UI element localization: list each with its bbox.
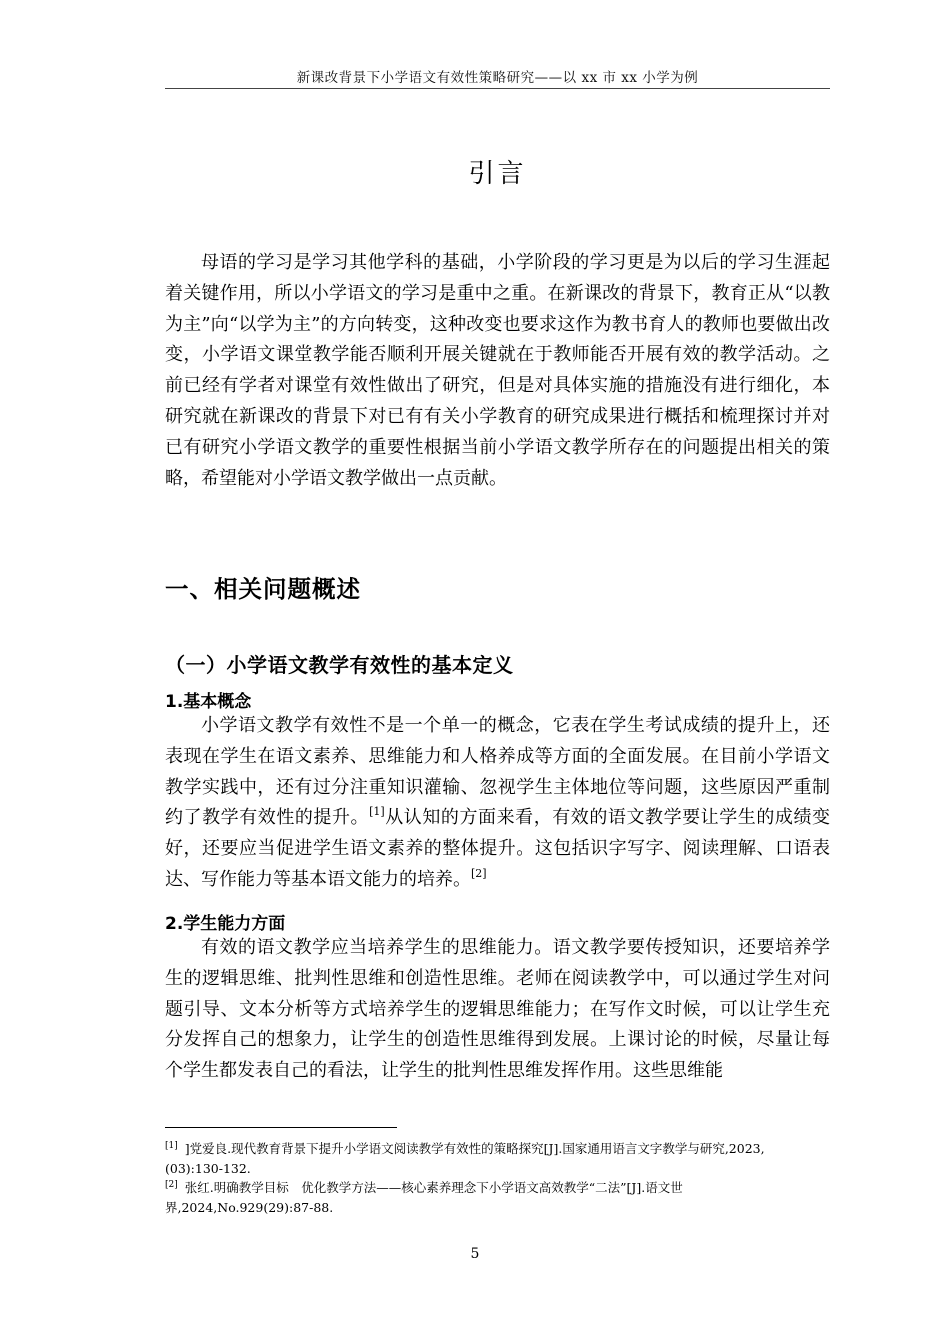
footnote-1-text: ]党爱良.现代教育背景下提升小学语文阅读教学有效性的策略探究[J].国家通用语言文字教学与研究,2023,(03):130-132. (165, 1141, 765, 1176)
footnote-1 (165, 1137, 805, 1178)
running-header: 新课改背景下小学语文有效性策略研究——以 xx 市 xx 小学为例 (296, 70, 699, 86)
subsection-heading: （一）小学语文教学有效性的基本定义 (165, 653, 514, 677)
intro-paragraph: 母语的学习是学习其他学科的基础，小学阶段的学习更是为以后的学习生涯起着关键作用，所以小学语文的学习是重中之重。在新课改的背景下，教育正从“以教为主”向“以学为主”的方向转变，这种改变也要求这作为教书育人的教师也要做出改变，小学语文课堂教学能否顺利开展关键就在于教师能否开展有效的教学活动。之前已经有学者对课堂有效性做出了研究，但是对具体实施的措施没有进行细化，本研究就在新课改的背景下对已有有关小学教育的研究成果进行概括和梳理探讨并对已有研究小学语文教学的重要性根据当前小学语文教学所存在的问题提出相关的策略，希望能对小学语文教学做出一点贡献。 (165, 252, 830, 489)
basic-concept-text-a: 小学语文教学有效性不是一个单一的概念，它表在学生考试成绩的提升上，还表现在学生在语文素养、思维能力和人格养成等方面的全面发展。在目前小学语文教学实践中，还有过分注重知识灌输、忽视学生主体地位等问题，这些原因严重制约了教学有效性的提升。 (165, 715, 830, 829)
footnote-2 (165, 1176, 805, 1217)
footnote-1-mark: [1] (165, 1141, 178, 1151)
page-title: 引言 (468, 159, 527, 189)
page-number: 5 (470, 1246, 480, 1262)
citation-ref-1[interactable]: [1] (369, 805, 385, 819)
section-heading: 一、相关问题概述 (165, 575, 361, 603)
student-ability-paragraph: 有效的语文教学应当培养学生的思维能力。语文教学要传授知识，还要培养学生的逻辑思维、批判性思维和创造性思维。老师在阅读教学中，可以通过学生对问题引导、文本分析等方式培养学生的逻辑思维能力；在写作文时候，可以让学生充分发挥自己的想象力，让学生的创造性思维得到发展。上课讨论的时候，尽量让每个学生都发表自己的看法，让学生的批判性思维发挥作用。这些思维能 (165, 937, 830, 1082)
footnote-2-text: 张红.明确教学目标 优化教学方法——核心素养理念下小学语文高效教学“二法”[J].语文世界,2024,No.929(29):87-88. (165, 1180, 683, 1215)
basic-concept-text-b: 从认知的方面来看，有效的语文教学要让学生的成绩变好，还要应当促进学生语文素养的整体提升。这包括识字写字、阅读理解、口语表达、写作能力等基本语文能力的培养。 (165, 807, 831, 890)
footnote-2-mark: [2] (165, 1180, 178, 1190)
header-divider (165, 88, 830, 89)
point-heading-basic-concept: 1.基本概念 (165, 692, 252, 712)
citation-ref-2[interactable]: [2] (471, 866, 487, 880)
point-heading-student-ability: 2.学生能力方面 (165, 914, 286, 934)
footnote-divider (165, 1127, 397, 1128)
basic-concept-paragraph (165, 711, 830, 896)
